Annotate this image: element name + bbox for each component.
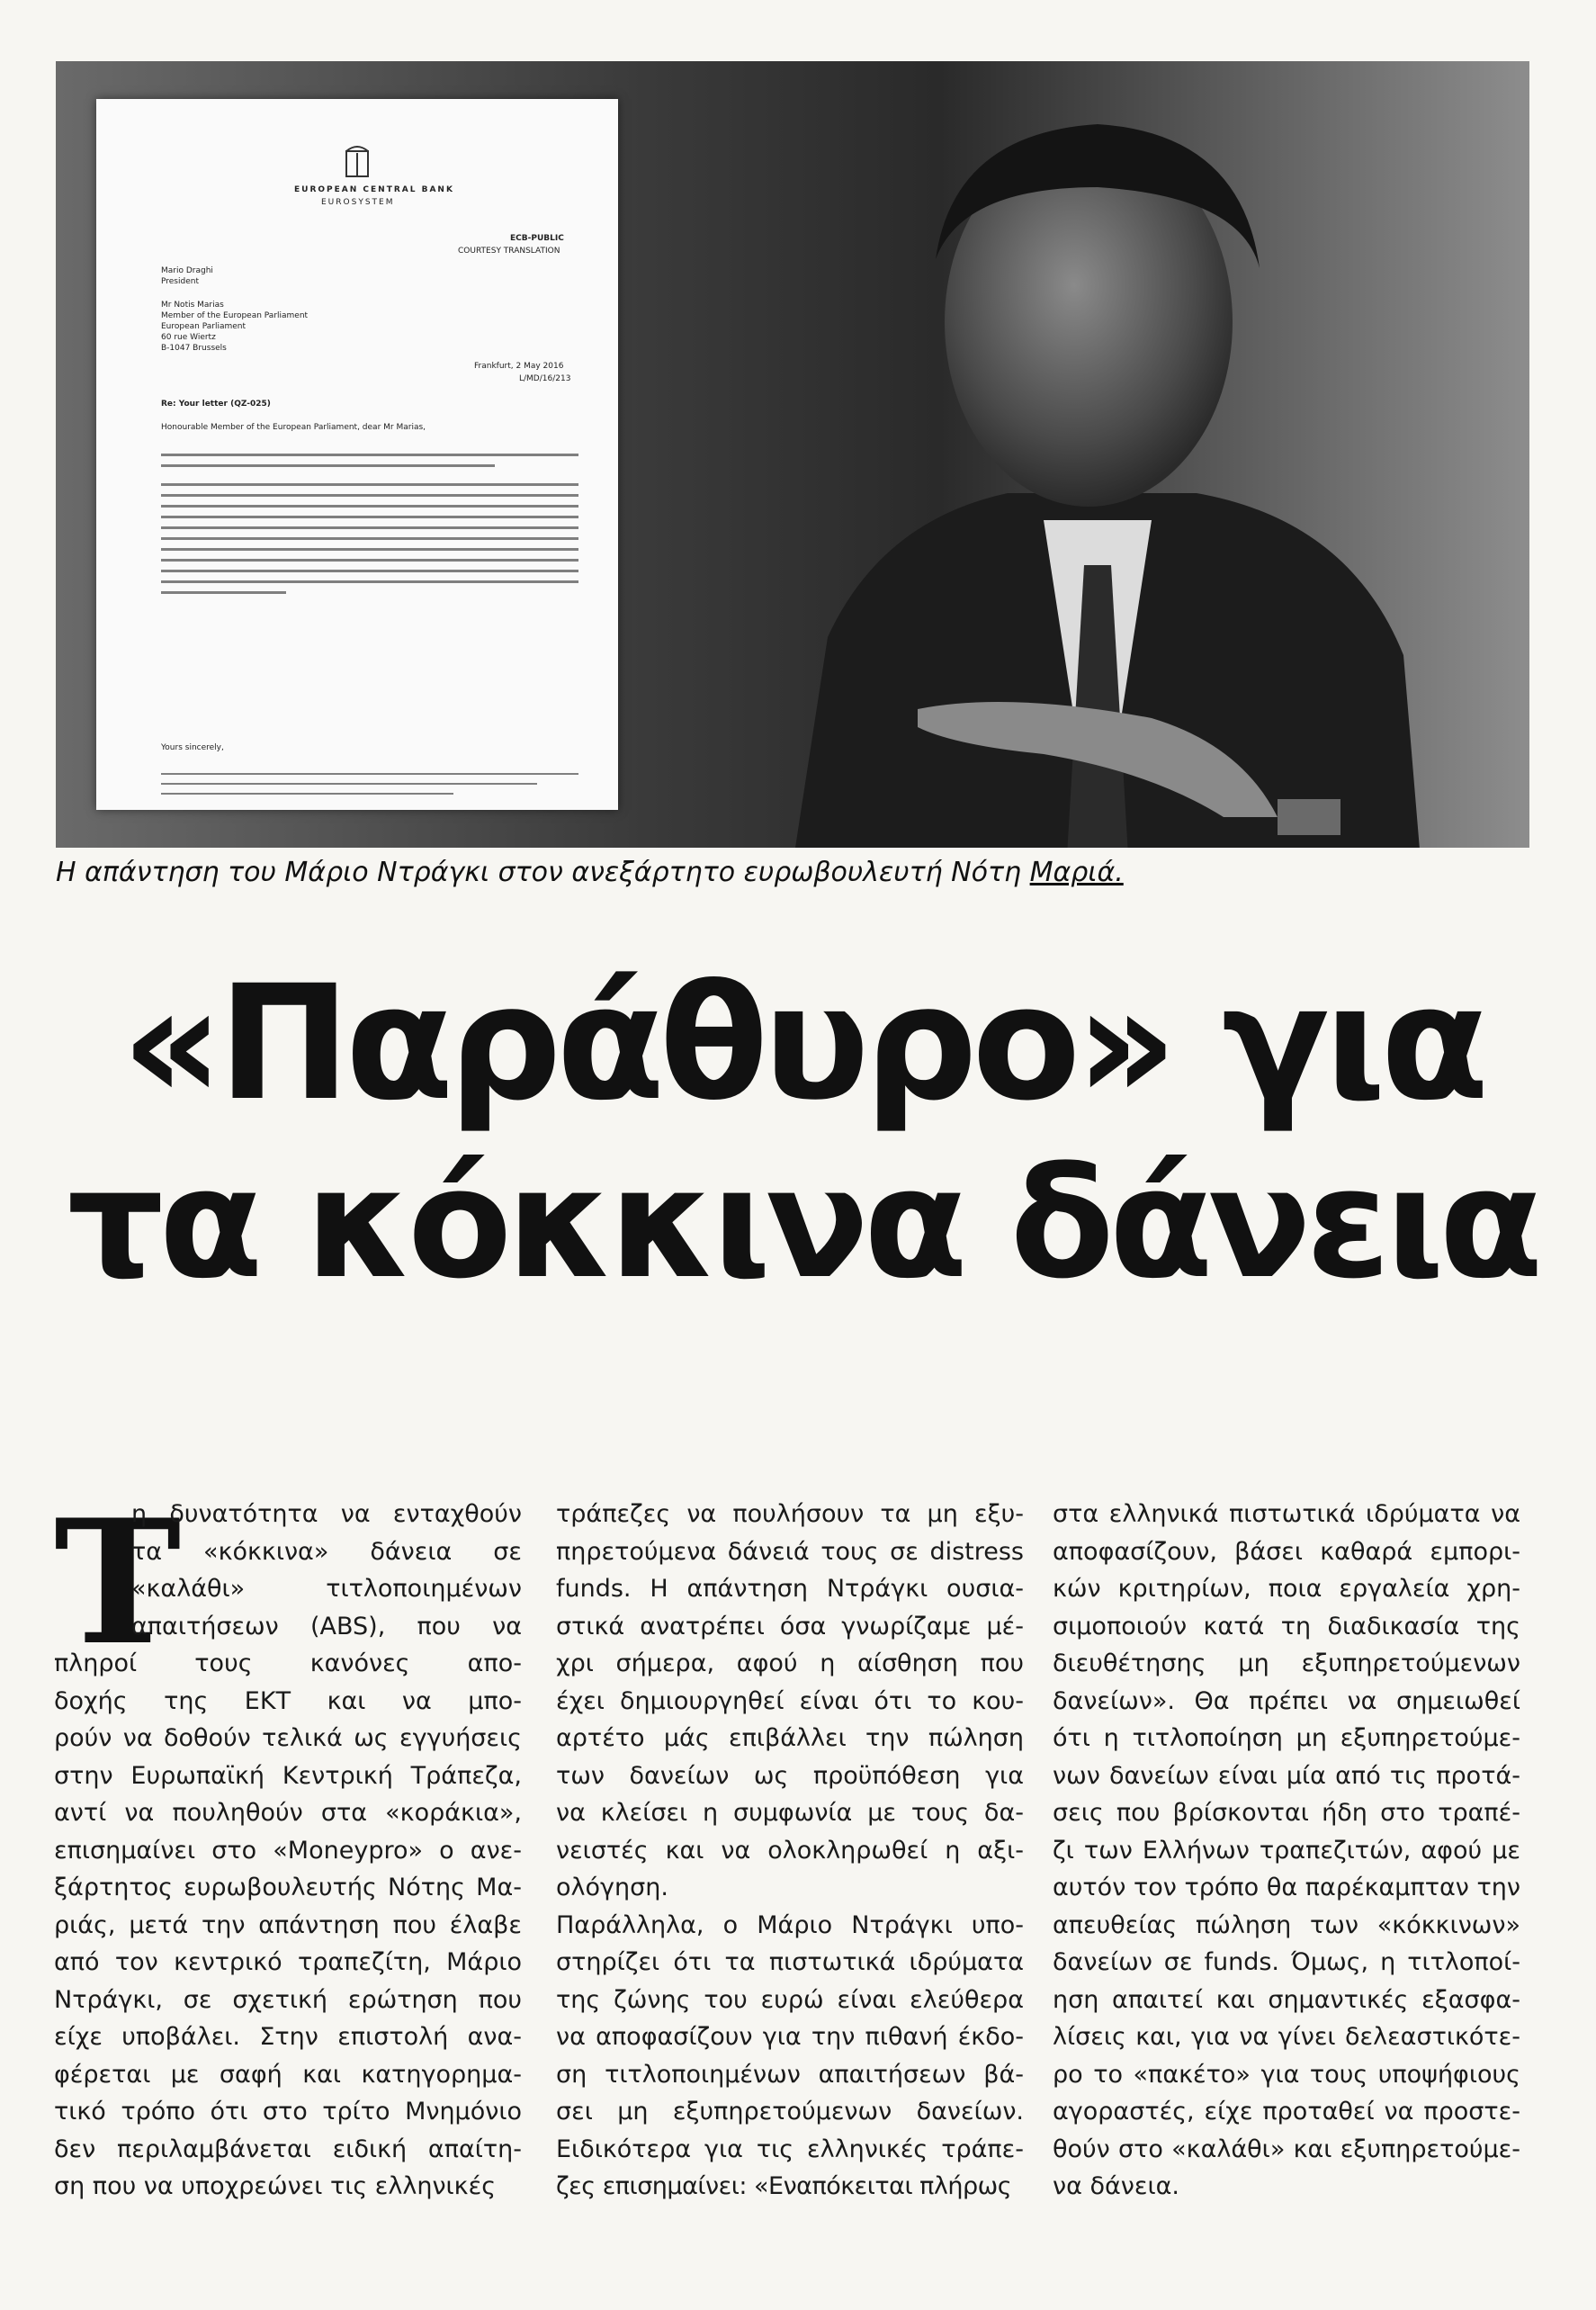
article-text-line: νων δανείων είναι μία από τις προτά- — [1053, 1761, 1520, 1790]
portrait-image — [774, 97, 1421, 848]
article-column-3 — [1053, 1496, 1520, 2270]
article-text-line: Ντράγκι, σε σχετική ερώτηση που — [54, 1985, 522, 2014]
article-text-line: θούν στο «καλάθι» και εξυπηρετούμε- — [1053, 2135, 1520, 2163]
article-text-line: στην Ευρωπαϊκή Κεντρική Τράπεζα, — [54, 1761, 522, 1790]
article-text-line: σεις που βρίσκονται ήδη στο τραπέ- — [1053, 1799, 1520, 1827]
headline — [56, 954, 1549, 1314]
letter-salutation: Honourable Member of the European Parliament, dear Mr Marias, — [161, 423, 426, 432]
article-photo — [56, 61, 1529, 848]
article-text-line: να δάνεια. — [1053, 2172, 1179, 2200]
article-text-line: χρι σήμερα, αφού η αίσθηση που — [556, 1649, 1024, 1677]
letter-classification: ECB-PUBLIC — [510, 234, 564, 243]
article-text-line: στηρίζει ότι τα πιστωτικά ιδρύματα — [556, 1948, 1024, 1976]
headline-line-2: τα κόκκινα δάνεια — [67, 1135, 1538, 1312]
article-text-line: δανείων». Θα πρέπει να σημειωθεί — [1053, 1686, 1520, 1715]
letter-recipient: B-1047 Brussels — [161, 344, 227, 353]
article-text-line: ρούν να δοθούν τελικά ως εγγυήσεις — [54, 1724, 522, 1752]
article-text-line: ζες επισημαίνει: «Εναπόκειται πλήρως — [556, 2172, 1012, 2200]
article-text-line: απευθείας πώληση των «κόκκινων» — [1053, 1910, 1520, 1939]
article-text-line: ση τιτλοποιημένων απαιτήσεων βά- — [556, 2060, 1024, 2089]
article-text-line: σιμοποιούν κατά τη διαδικασία της — [1053, 1612, 1520, 1640]
article-text-line: έχει δημιουργηθεί είναι ότι το κου- — [556, 1686, 1024, 1715]
article-text-line: δοχής της ΕΚΤ και να μπο- — [54, 1686, 522, 1715]
letter-footer — [161, 765, 578, 803]
article-text-line: αγοραστές, είχε προταθεί να προστε- — [1053, 2098, 1520, 2126]
article-text-line: ζι των Ελλήνων τραπεζιτών, αφού με — [1053, 1836, 1520, 1865]
article-text-line: αντί να πουληθούν στα «κοράκια», — [54, 1799, 522, 1827]
letter-recipient: Mr Notis Marias — [161, 301, 224, 310]
article-text-line: ρο το «πακέτο» για τους υποψήφιους — [1053, 2060, 1520, 2089]
article-text-line: funds. Η απάντηση Ντράγκι ουσια- — [556, 1575, 1024, 1603]
article-text-line: αρτέτο μάς επιβάλλει την πώληση — [556, 1724, 1024, 1752]
ecb-letter-image — [96, 99, 618, 810]
letter-sender-title: President — [161, 277, 199, 286]
article-text-line: ολόγηση. — [556, 1874, 668, 1901]
letter-recipient: European Parliament — [161, 322, 247, 331]
caption-underlined-name: Μαριά. — [1029, 857, 1124, 888]
article-text-line: «καλάθι» τιτλοποιημένων — [131, 1575, 522, 1603]
headline-line-1: «Παράθυρο» για — [121, 952, 1484, 1136]
article-text-line: τράπεζες να πουλήσουν τα μη εξυ- — [556, 1500, 1024, 1528]
article-text-line: πληροί τους κανόνες απο- — [54, 1649, 522, 1677]
article-text-line: σει μη εξυπηρετούμενων δανείων. — [556, 2098, 1024, 2126]
letter-bank-name: EUROPEAN CENTRAL BANK — [294, 185, 454, 194]
article-text-line: η δυνατότητα να ενταχθούν — [131, 1500, 522, 1528]
letter-ref: L/MD/16/213 — [519, 374, 571, 383]
article-text-line: να κλείσει η συμφωνία με τους δα- — [556, 1799, 1024, 1827]
article-text-line: είχε υποβάλει. Στην επιστολή ανα- — [54, 2023, 522, 2051]
article-text-line: νειστές και να ολοκληρωθεί η αξι- — [556, 1836, 1024, 1865]
letter-subject: Re: Your letter (QZ-025) — [161, 400, 271, 409]
letter-sub: EUROSYSTEM — [321, 198, 395, 207]
drop-cap: Τ — [54, 1482, 182, 1683]
article-text-line: Παράλληλα, ο Μάριο Ντράγκι υπο- — [556, 1910, 1024, 1939]
article-text-line: φέρεται με σαφή και κατηγορημα- — [54, 2060, 522, 2089]
article-text-line: αυτόν τον τρόπο θα παρέκαμπταν την — [1053, 1874, 1520, 1901]
article-column-1 — [54, 1482, 522, 2270]
letter-translation: COURTESY TRANSLATION — [458, 247, 560, 256]
article-text-line: τικό τρόπο ότι στο τρίτο Μνημόνιο — [54, 2098, 522, 2126]
article-text-line: στικά ανατρέπει όσα γνωρίζαμε μέ- — [556, 1612, 1024, 1640]
article-text-line: των δανείων ως προϋπόθεση για — [556, 1761, 1024, 1790]
article-text-line: ξάρτητος ευρωβουλευτής Νότης Μα- — [54, 1874, 522, 1901]
article-text-line: αποφασίζουν, βάσει καθαρά εμπορι- — [1053, 1537, 1520, 1566]
article-text-line: τα «κόκκινα» δάνεια σε — [131, 1537, 522, 1566]
article-text-line: να αποφασίζουν για την πιθανή έκδο- — [556, 2023, 1024, 2051]
caption-text: Η απάντηση του Μάριο Ντράγκι στον ανεξάρτητο ευρωβουλευτή Νότη — [56, 857, 1030, 888]
letter-sender: Mario Draghi — [161, 266, 213, 275]
article-text-line: ότι η τιτλοποίηση μη εξυπηρετούμε- — [1053, 1724, 1520, 1752]
article-column-2 — [556, 1496, 1024, 2270]
letter-closing: Yours sincerely, — [161, 743, 224, 752]
letter-body-text — [161, 445, 578, 602]
letter-recipient: 60 rue Wiertz — [161, 333, 216, 342]
article-text-line: Ειδικότερα για τις ελληνικές τράπε- — [556, 2135, 1024, 2163]
article-text-line: λίσεις και, για να γίνει δελεαστικότε- — [1053, 2023, 1520, 2051]
article-text-line: επισημαίνει στο «Moneypro» ο ανε- — [54, 1836, 522, 1865]
letter-recipient: Member of the European Parliament — [161, 311, 309, 320]
photo-caption — [56, 851, 1529, 894]
ecb-logo-icon — [343, 144, 372, 178]
article-text-line: της ζώνης του ευρώ είναι ελεύθερα — [556, 1985, 1024, 2014]
article-text-line: δανείων σε funds. Όμως, η τιτλοποί- — [1053, 1948, 1520, 1976]
article-text-line: στα ελληνικά πιστωτικά ιδρύματα να — [1053, 1500, 1520, 1528]
article-text-line: από τον κεντρικό τραπεζίτη, Μάριο — [54, 1948, 522, 1976]
article-text-line: ριάς, μετά την απάντηση που έλαβε — [54, 1910, 522, 1939]
article-text-line: ση που να υποχρεώνει τις ελληνικές — [54, 2172, 497, 2200]
article-text-line: δεν περιλαμβάνεται ειδική απαίτη- — [54, 2135, 522, 2163]
article-text-line: ηση απαιτεί και σημαντικές εξασφα- — [1053, 1985, 1520, 2014]
article-text-line: πηρετούμενα δάνειά τους σε distress — [556, 1537, 1024, 1566]
letter-date: Frankfurt, 2 May 2016 — [474, 362, 564, 371]
article-text-line: διευθέτησης μη εξυπηρετούμενων — [1053, 1649, 1520, 1677]
article-text-line: απαιτήσεων (ABS), που να — [131, 1612, 522, 1640]
article-text-line: κών κριτηρίων, ποια εργαλεία χρη- — [1053, 1575, 1520, 1603]
